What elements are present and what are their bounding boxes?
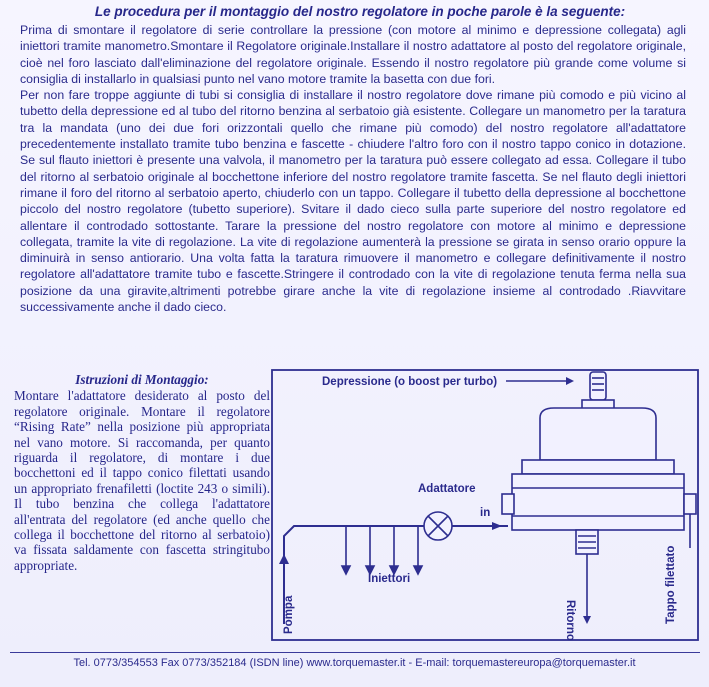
adattatore-valve-icon (424, 512, 452, 540)
footer-divider (10, 652, 700, 653)
installation-diagram (270, 368, 702, 644)
page-title: Le procedura per il montaggio del nostro regolatore in poche parole è la seguente: (94, 4, 626, 19)
injector-arrows (342, 526, 422, 574)
procedure-paragraph-2: Per non fare troppe aggiunte di tubi si consiglia di installare il nostro regolatore dove rimane più comodo e più vicino al tubetto della depressione ed al tubo del ritorno benzina al serbatoio già esistente. Collegare un manometro per la taratura tra la mandata (uno dei due fori orizzontali quello che rimane più comodo) del nostro regolatore all'adattatore precedentemente installato tramite tubo benzina e fascette - chiudere l'altro foro con il nostro tappo conico in dotazione. Se sul flauto iniettori è presente una valvola, il manometro per la taratura può essere collegato ad essa. Collegare il tubo del ritorno al serbatoio originale al bocchettone inferiore del nostro regolatore tramite fascetta. Se nel flauto degli iniettori rimane il foro del ritorno al serbatoio aperto, chiuderlo con un tappo. Collegare il tubetto della depressione al bocchettone piccolo del nostro regolatore (tubetto superiore). Svitare il dado cieco sulla parte superiore del nostro regolatore ed allentare il controdado sottostante. Tarare la pressione del nostro regolatore con motore al minimo e depressione collegata, tramite la vite di regolazione. La vite di regolazione aumenterà la pressione se girata in senso orario oppure la diminuirà in senso antiorario. Una volta fatta la taratura rimuovere il manometro e collegare definitivamente il nostro regolatore all'adattatore tramite tubo e fascette.Stringere il controdado con la vite di regolazione tenuta ferma nella sua posizione da una giravite,altrimenti potrebbe girare anche la vite di regolazione insieme al controdado .Riavvitare successivamente anche il dado cieco. (20, 88, 686, 315)
regulator-icon (502, 372, 696, 554)
label-ritorno: Ritorno (564, 600, 576, 641)
label-iniettori: Iniettori (368, 573, 411, 585)
label-in: in (480, 507, 491, 519)
label-adattatore: Adattatore (418, 483, 476, 495)
instructions-text: Montare l'adattatore desiderato al posto del regolatore originale. Montare il regolatore “Rising Rate” nella posizione più appropriata nel vano motore. Si raccomanda, per quanto riguarda il regolatore, di montare i due bocchettoni ed il tappo conico filettati usando un appropriato frenafiletti (loctite 243 o simili). Il tubo benzina che collega l'adattatore all'entrata del regolatore (ed anche quello che collega il bocchettone del ritorno al serbatoio) va fissata saldamente con fascetta stringitubo appropriate. (14, 388, 270, 573)
footer-contact: Tel. 0773/354553 Fax 0773/352184 (ISDN line) www.torquemaster.it - E-mail: torquemastereuropa@torquemaster.it (73, 657, 636, 669)
in-arrowhead (492, 522, 502, 530)
label-pompa: Pompa (283, 595, 295, 634)
label-tappo-filettato: Tappo filettato (665, 545, 677, 624)
procedure-text (20, 22, 686, 315)
procedure-paragraph-1: Prima di smontare il regolatore di serie controllare la pressione (con motore al minimo e depressione collegata) agli iniettori tramite manometro.Smontare il Regolatore originale.Installare il nostro adattatore al posto del regolatore originale, cioè nel foro lasciato dall'eliminazione del regolatore originale. Essendo il nostro regolatore più grande come volume si consiglia di installarlo in qualsiasi punto nel vano motore tramite la basetta con due fori. (20, 23, 686, 86)
instructions-heading: Istruzioni di Montaggio: (75, 372, 209, 387)
label-depressione: Depressione (o boost per turbo) (322, 376, 498, 388)
depressione-arrowhead (566, 377, 574, 385)
instructions-column (14, 372, 270, 573)
ritorno-arrowhead (583, 616, 591, 624)
pompa-arrowhead (279, 554, 289, 564)
